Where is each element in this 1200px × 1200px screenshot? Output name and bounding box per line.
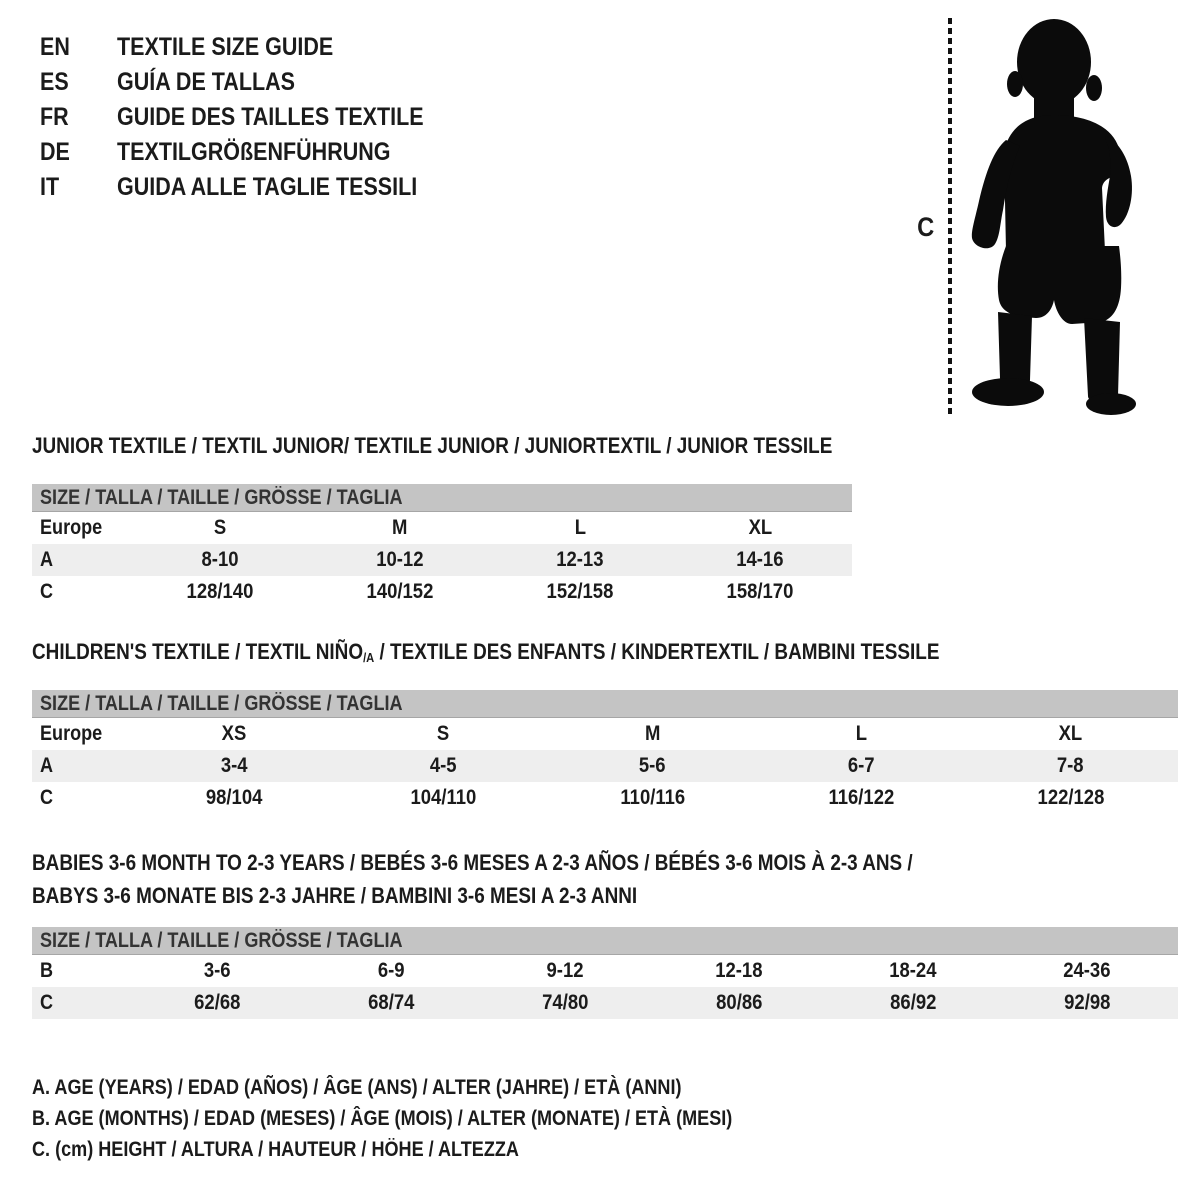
cell-text: L: [574, 516, 586, 539]
language-row-fr: [40, 100, 474, 135]
cell-text: 68/74: [367, 991, 415, 1014]
cell: [130, 580, 310, 604]
cell-text: 24-36: [1063, 959, 1111, 982]
cell: [130, 722, 339, 746]
table-children: [32, 690, 1178, 814]
cell-text: 116/122: [828, 786, 895, 809]
cell: [304, 959, 478, 983]
language-code-text: FR: [40, 103, 69, 131]
language-code-text: EN: [40, 33, 70, 61]
cell: [1000, 991, 1174, 1015]
row-label-text: A: [40, 548, 54, 571]
row-label: [32, 959, 130, 983]
cell-text: 10-12: [376, 548, 424, 571]
section-children-heading-text: [32, 638, 939, 668]
cell-text: 12-13: [556, 548, 604, 571]
cell: [130, 548, 310, 572]
cell-text: 3-6: [203, 959, 231, 982]
row-label-text: C: [40, 580, 54, 603]
cell-text: 122/128: [1037, 786, 1104, 809]
size-header-bar: [32, 690, 1178, 718]
table-row-c: [32, 576, 852, 608]
cell: [130, 991, 304, 1015]
size-header-text: SIZE / TALLA / TAILLE / GRÖSSE / TAGLIA: [40, 928, 403, 952]
cell-text: 9-12: [546, 959, 584, 982]
row-label-text: Europe: [40, 516, 103, 539]
cell: [310, 516, 490, 540]
cell-text: S: [213, 516, 227, 539]
cell-text: 7-8: [1057, 754, 1084, 777]
cell-text: XL: [748, 516, 772, 539]
cell: [310, 580, 490, 604]
cell: [966, 786, 1175, 810]
cell-text: 98/104: [206, 786, 263, 809]
language-row-de: [40, 135, 474, 170]
cell-text: 110/116: [620, 786, 685, 809]
language-title-text: GUIDA ALLE TAGLIE TESSILI: [117, 173, 418, 201]
cell-text: M: [392, 516, 408, 539]
cell-text: 12-18: [715, 959, 763, 982]
cell: [670, 580, 850, 604]
cell-text: 14-16: [736, 548, 784, 571]
cell: [757, 754, 966, 778]
cell: [130, 959, 304, 983]
language-code: [40, 138, 117, 167]
cell-text: 86/92: [889, 991, 937, 1014]
silhouette-torso: [1004, 115, 1120, 251]
table-row-a: [32, 750, 1178, 782]
silhouette-shorts: [998, 246, 1121, 324]
legend-line-b-text: B. AGE (MONTHS) / EDAD (MESES) / ÂGE (MOIS) / ALTER (MONATE) / ETÀ (MESI): [32, 1106, 733, 1130]
language-title: [117, 173, 466, 202]
cell-text: 8-10: [201, 548, 239, 571]
language-code: [40, 68, 117, 97]
row-label: [32, 754, 130, 778]
legend-line-c: [32, 1134, 846, 1165]
size-header-text: SIZE / TALLA / TAILLE / GRÖSSE / TAGLIA: [40, 691, 403, 715]
cell-text: XL: [1058, 722, 1083, 745]
language-row-it: [40, 170, 474, 205]
cell-text: 92/98: [1063, 991, 1111, 1014]
legend-line-a: [32, 1072, 846, 1103]
cell: [130, 786, 339, 810]
language-row-en: [40, 30, 474, 65]
height-measure-label-text: C: [917, 212, 935, 242]
cell: [490, 516, 670, 540]
row-label-text: Europe: [40, 722, 103, 745]
legend-line-b: [32, 1103, 846, 1134]
legend-line-a-text: A. AGE (YEARS) / EDAD (AÑOS) / ÂGE (ANS) / ALTER (JAHRE) / ETÀ (ANNI): [32, 1075, 682, 1099]
children-heading-suffix: / TEXTILE DES ENFANTS / KINDERTEXTIL / BAMBINI TESSILE: [374, 639, 940, 664]
cell: [670, 516, 850, 540]
cell: [339, 754, 548, 778]
children-heading-sub: /A: [363, 650, 375, 665]
row-label-text: A: [40, 754, 54, 777]
cell-text: 4-5: [430, 754, 457, 777]
cell-text: 6-7: [848, 754, 875, 777]
cell: [490, 548, 670, 572]
cell: [966, 722, 1175, 746]
language-title: [117, 33, 368, 62]
cell-text: 152/158: [546, 580, 614, 603]
cell: [966, 754, 1175, 778]
section-children-heading: [32, 638, 1087, 668]
language-code: [40, 173, 117, 202]
cell-text: L: [855, 722, 868, 745]
row-label: [32, 786, 130, 810]
section-junior-heading: [32, 432, 963, 459]
cell: [652, 991, 826, 1015]
legend-line-c-text: C. (cm) HEIGHT / ALTURA / HAUTEUR / HÖHE / ALTEZZA: [32, 1137, 519, 1161]
cell-text: XS: [222, 722, 247, 745]
row-label: [32, 548, 130, 572]
cell: [826, 959, 1000, 983]
cell-text: 18-24: [889, 959, 937, 982]
cell: [757, 722, 966, 746]
cell-text: 62/68: [193, 991, 241, 1014]
cell: [1000, 959, 1174, 983]
section-junior-heading-text: JUNIOR TEXTILE / TEXTIL JUNIOR/ TEXTILE JUNIOR / JUNIORTEXTIL / JUNIOR TESSILE: [32, 433, 833, 458]
cell-text: 80/86: [715, 991, 763, 1014]
size-header-bar: [32, 484, 852, 512]
silhouette-ear-right: [1086, 75, 1102, 101]
language-title-text: GUÍA DE TALLAS: [117, 68, 295, 96]
row-label: [32, 580, 130, 604]
cell-text: 140/152: [366, 580, 434, 603]
row-label-text: C: [40, 786, 54, 809]
cell-text: 74/80: [541, 991, 589, 1014]
language-code: [40, 33, 117, 62]
language-title-text: TEXTILE SIZE GUIDE: [117, 33, 334, 61]
cell: [548, 722, 757, 746]
section-babies-heading: [32, 846, 1056, 912]
silhouette-foot-right: [1086, 393, 1136, 415]
cell: [757, 786, 966, 810]
toddler-silhouette-image: [966, 16, 1141, 418]
row-label-text: B: [40, 959, 54, 982]
babies-heading-line2: BABYS 3-6 MONATE BIS 2-3 JAHRE / BAMBINI 3-6 MESI A 2-3 ANNI: [32, 883, 638, 908]
silhouette-leg-right: [1084, 318, 1120, 404]
silhouette-leg-left: [998, 312, 1032, 387]
language-title: [117, 68, 324, 97]
row-label: [32, 991, 130, 1015]
cell: [826, 991, 1000, 1015]
language-title-text: TEXTILGRÖßENFÜHRUNG: [117, 138, 391, 166]
cell: [304, 991, 478, 1015]
table-row-b: [32, 955, 1178, 987]
cell: [478, 959, 652, 983]
language-code-text: IT: [40, 173, 60, 201]
table-babies: [32, 927, 1178, 1019]
silhouette-ear-left: [1007, 71, 1023, 97]
row-label: [32, 516, 130, 540]
table-row-c: [32, 782, 1178, 814]
cell: [310, 548, 490, 572]
cell: [478, 991, 652, 1015]
language-list: [40, 30, 474, 205]
cell: [339, 722, 548, 746]
table-row-europe: [32, 718, 1178, 750]
language-title: [117, 138, 435, 167]
language-title: [117, 103, 474, 132]
cell-text: S: [437, 722, 450, 745]
cell-text: 6-9: [377, 959, 405, 982]
cell-text: 5-6: [639, 754, 666, 777]
babies-heading-line1: BABIES 3-6 MONTH TO 2-3 YEARS / BEBÉS 3-6 MESES A 2-3 AÑOS / BÉBÉS 3-6 MOIS À 2-3 ANS /: [32, 850, 913, 875]
cell: [548, 754, 757, 778]
cell: [548, 786, 757, 810]
cell-text: 3-4: [221, 754, 248, 777]
cell: [490, 580, 670, 604]
height-measure-line: [948, 18, 952, 418]
cell-text: 128/140: [186, 580, 254, 603]
size-header-text: SIZE / TALLA / TAILLE / GRÖSSE / TAGLIA: [40, 485, 403, 509]
table-row-europe: [32, 512, 852, 544]
table-row-a: [32, 544, 852, 576]
size-header-bar: [32, 927, 1178, 955]
cell-text: 158/170: [726, 580, 794, 603]
cell: [130, 516, 310, 540]
silhouette-foot-left: [972, 378, 1044, 406]
height-measure-label: [916, 212, 936, 243]
cell: [652, 959, 826, 983]
row-label: [32, 722, 130, 746]
row-label-text: C: [40, 991, 54, 1014]
silhouette-arm-right: [1105, 136, 1132, 227]
language-row-es: [40, 65, 474, 100]
table-junior: [32, 484, 852, 608]
language-code: [40, 103, 117, 132]
cell: [130, 754, 339, 778]
language-code-text: DE: [40, 138, 70, 166]
cell: [670, 548, 850, 572]
table-row-c: [32, 987, 1178, 1019]
language-code-text: ES: [40, 68, 69, 96]
cell: [339, 786, 548, 810]
cell-text: 104/110: [410, 786, 477, 809]
language-title-text: GUIDE DES TAILLES TEXTILE: [117, 103, 424, 131]
legend: [32, 1072, 846, 1165]
cell-text: M: [644, 722, 661, 745]
children-heading-prefix: CHILDREN'S TEXTILE / TEXTIL NIÑO: [32, 639, 364, 664]
